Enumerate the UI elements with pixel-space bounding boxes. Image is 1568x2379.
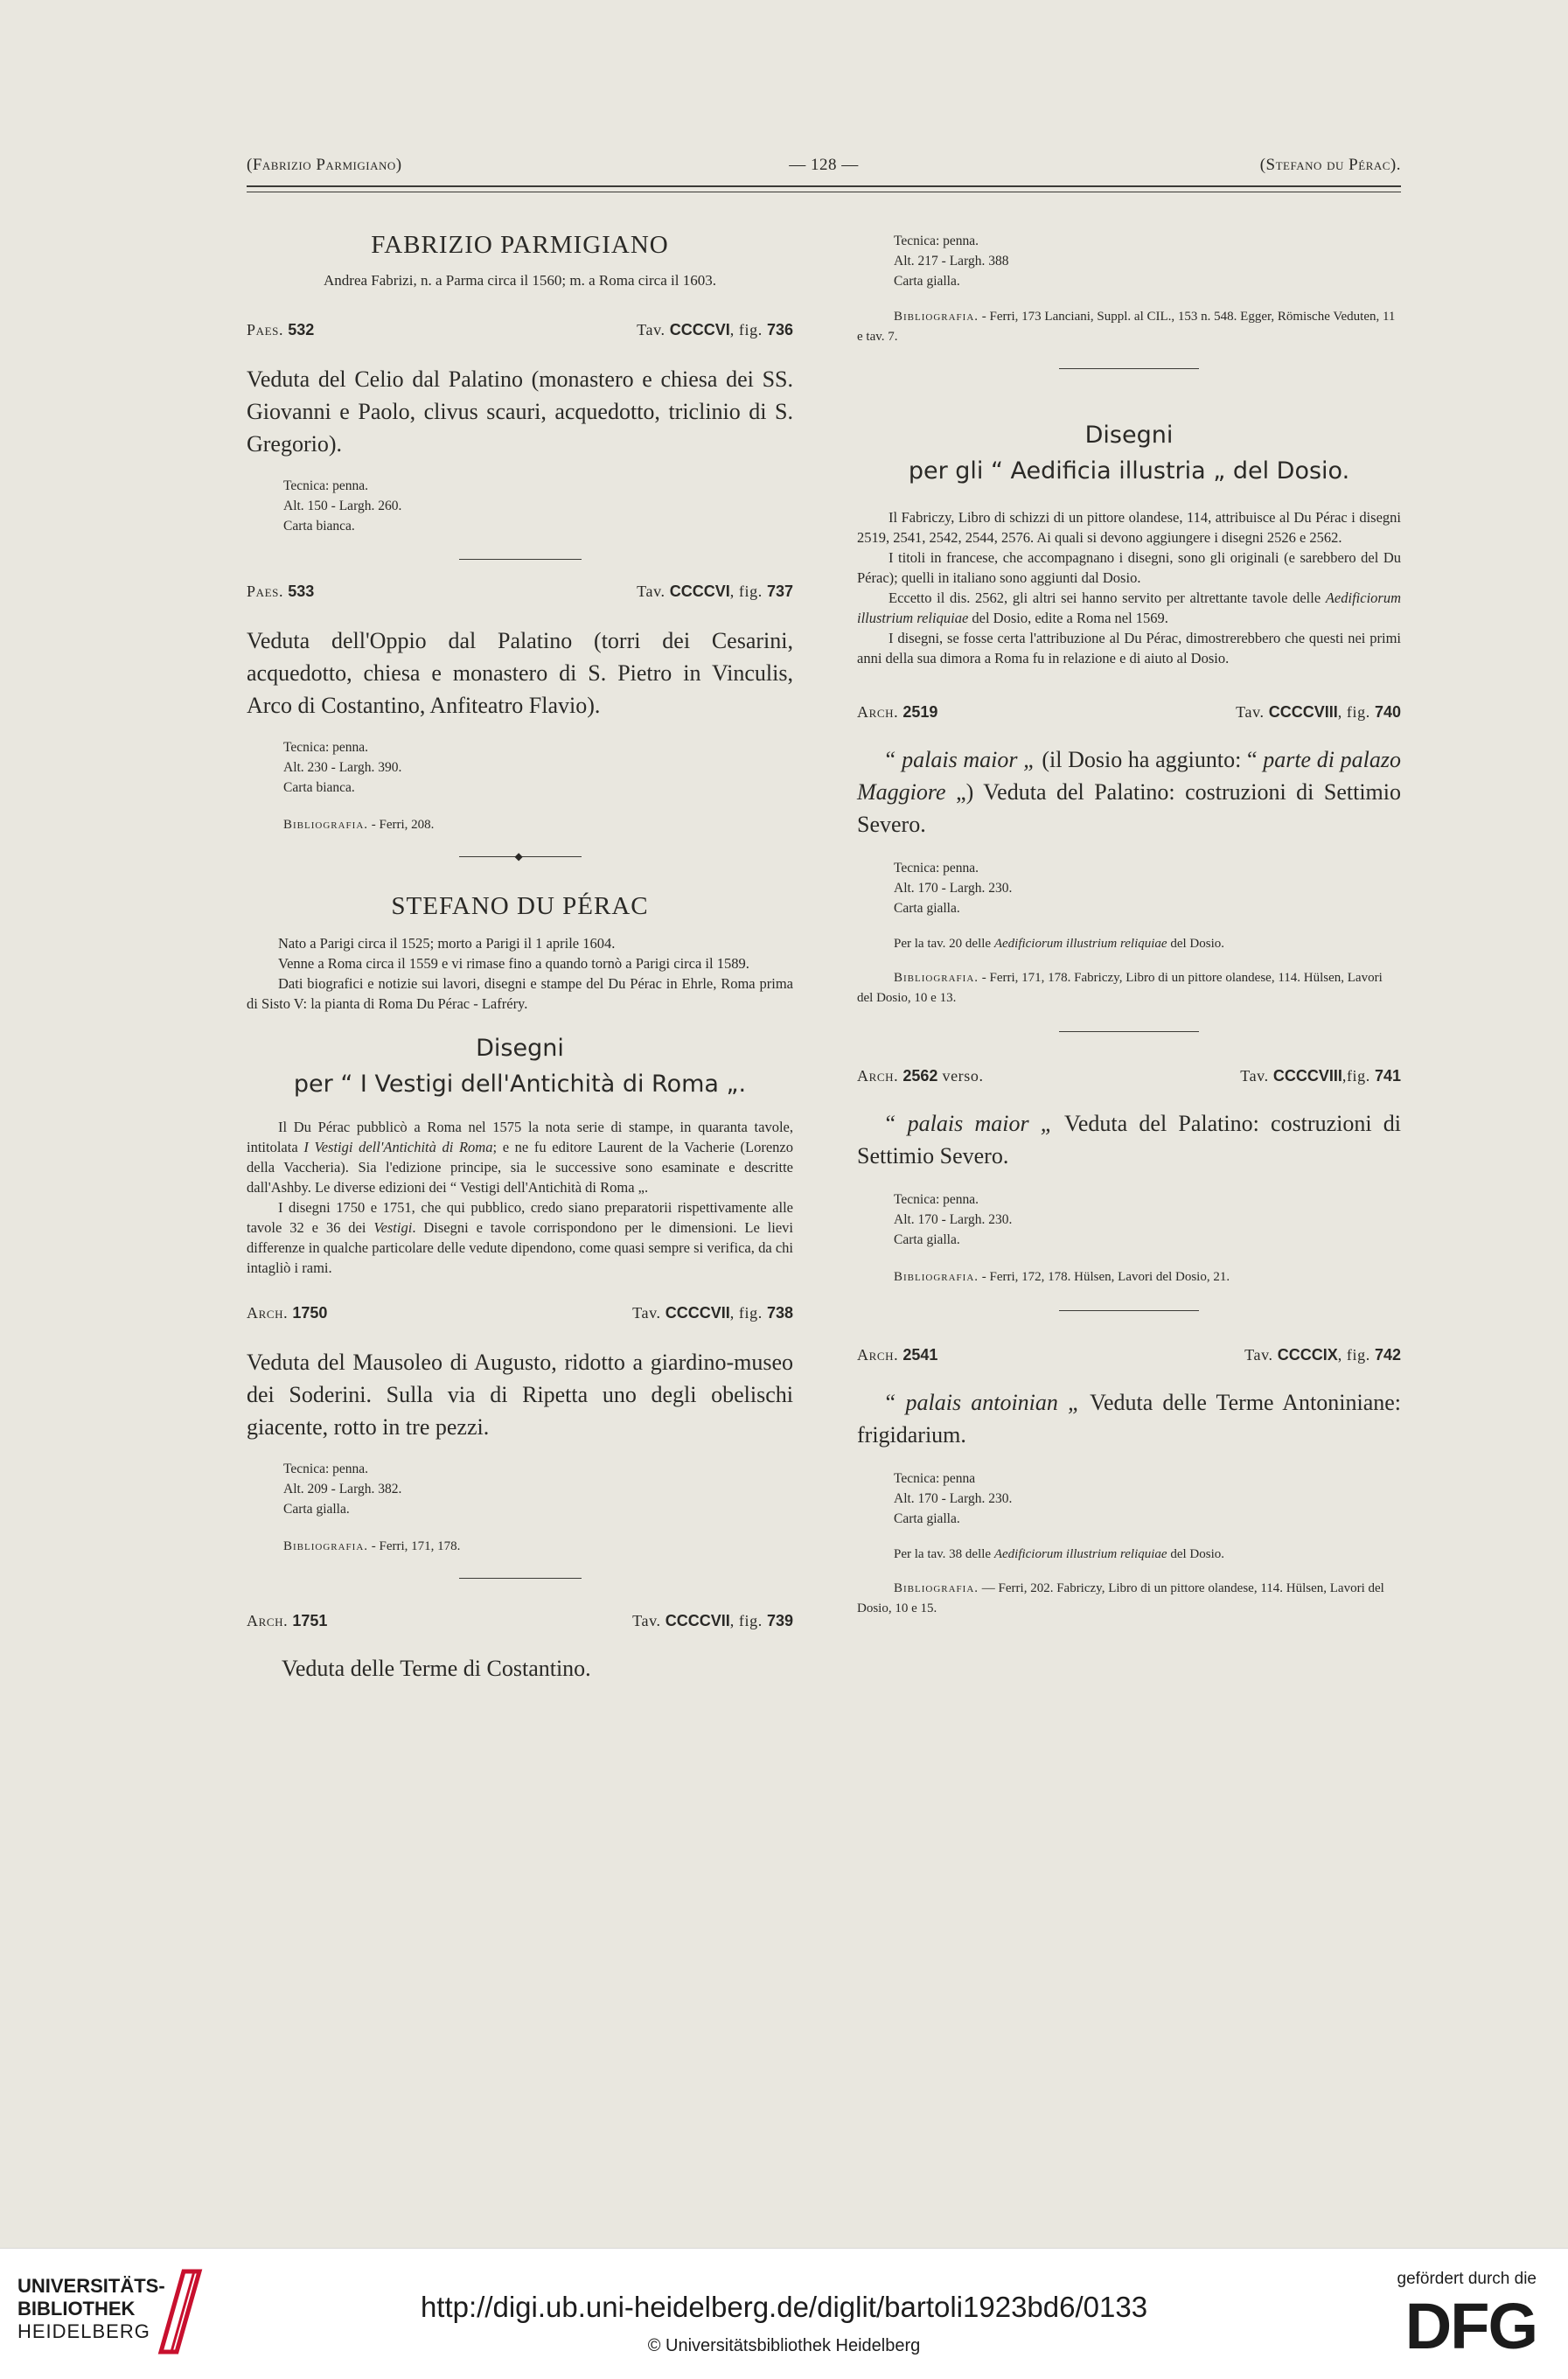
vestigi-para-1 (247, 1117, 793, 1197)
dosio-para-3 (857, 588, 1401, 628)
entry-header-738 (247, 1304, 793, 1327)
figure-number: 742 (1374, 1346, 1401, 1364)
dimensions-line: Alt. 170 - Largh. 230. (894, 1491, 1013, 1506)
entry-description-739: Veduta delle Terme di Costantino. (282, 1656, 591, 1681)
italic-title: I Vestigi dell'Antichità di Roma (303, 1139, 493, 1155)
technique-line: Tecnica: penna. (283, 478, 369, 493)
figure-number: 739 (766, 1612, 793, 1629)
technique-line: Tecnica: penna (894, 1471, 976, 1486)
paper-line: Carta gialla. (894, 1232, 960, 1247)
plate-number: CCCCIX (1277, 1346, 1338, 1364)
dimensions-line: Alt. 209 - Largh. 382. (283, 1482, 402, 1496)
tav-label: Tav. (632, 1304, 661, 1322)
entry-description-741 (857, 1107, 1401, 1172)
dosio-para-1: Il Fabriczy, Libro di schizzi di un pittore olandese, 114, attribuisce al Du Pérac i disegni 2519, 2541, 2542, 2544, 2576. Ai quali si devono aggiungere i disegni 2526 e 2562. (857, 509, 1401, 546)
technique-line: Tecnica: penna. (283, 740, 369, 755)
section-subtitle-fabrizio: Andrea Fabrizi, n. a Parma circa il 1560; m. a Roma circa il 1603. (324, 272, 716, 289)
entry-description-738: Veduta del Mausoleo di Augusto, ridotto a giardino-museo dei Soderini. Sulla via di Ripetta uno degli obelischi giacente, rotto in tre pezzi. (247, 1350, 793, 1440)
text-run: „) Veduta del Palatino: costruzioni di Settimio Severo. (857, 779, 1401, 837)
figure-number: 737 (766, 583, 793, 600)
entry-source: Arch. (857, 1067, 899, 1085)
text-run: del Dosio. (1167, 1547, 1225, 1561)
left-column (247, 210, 793, 1685)
diamond-icon: ◆ (514, 850, 523, 862)
bibliography-label: Bibliografia. (283, 818, 369, 832)
entry-number: 533 (288, 583, 315, 600)
bibliography-742 (857, 1579, 1401, 1619)
entry-source: Paes. (247, 583, 284, 600)
italic-title: Aedificiorum illustrium reliquiae (993, 937, 1167, 951)
dosio-para-4: I disegni, se fosse certa l'attribuzione al Du Pérac, dimostrerebbero che questi nei primi anni della sua dimora a Roma fu in relazione e di aiuto al Dosio. (857, 630, 1401, 666)
subheading-vestigi: per “ I Vestigi dell'Antichità di Roma „. (293, 1071, 747, 1098)
paper-line: Carta gialla. (894, 274, 960, 289)
italian-title: parte di palazo Maggiore (857, 747, 1402, 805)
technique-line: Tecnica: penna. (894, 1192, 979, 1207)
entry-header-740 (857, 703, 1401, 726)
plate-number: CCCCVIII (1268, 703, 1338, 721)
section-title-stefano: STEFANO DU PÉRAC (391, 892, 649, 920)
entry-source: Arch. (247, 1304, 289, 1322)
bibliography-740 (857, 968, 1401, 1008)
bibliography-739 (857, 307, 1401, 347)
technique-line: Tecnica: penna. (894, 861, 979, 876)
viewer-footer (0, 2248, 1568, 2379)
bibliography-text: - Ferri, 171, 178. (368, 1539, 461, 1553)
dimensions-line: Alt. 170 - Largh. 230. (894, 1212, 1013, 1227)
copyright-notice: © Universitätsbibliothek Heidelberg (647, 2336, 921, 2355)
permalink-url[interactable]: http://digi.ub.uni-heidelberg.de/diglit/bartoli1923bd6/0133 (420, 2291, 1148, 2323)
entry-number: 532 (288, 321, 315, 338)
entry-source: Arch. (857, 703, 899, 721)
logo-line: BIBLIOTHEK (17, 2298, 136, 2320)
entry-description-737: Veduta dell'Oppio dal Palatino (torri dei Cesarini, acquedotto, chiesa e monastero di S. Pietro in Vinculis, Arco di Costantino, Anfiteatro Flavio). (247, 628, 793, 718)
heading-disegni-vestigi: Disegni (476, 1035, 564, 1062)
stefano-para-2: Venne a Roma circa il 1559 e vi rimase fino a quando tornò a Parigi circa il 1589. (278, 955, 749, 972)
dimensions-line: Alt. 230 - Largh. 390. (283, 760, 402, 775)
running-head (247, 156, 1401, 182)
dimensions-line: Alt. 217 - Largh. 388 (894, 254, 1009, 269)
text-run: . Disegni e tavole corrispondono per le dimensioni. Le lievi differenze in qualche particolare delle vedute dipendono, come quasi sempre si verifica, da chi intagliò i rami. (247, 1219, 794, 1276)
vestigi-para-2 (247, 1197, 793, 1278)
dimensions-line: Alt. 170 - Largh. 230. (894, 881, 1013, 896)
bibliography-label: Bibliografia. (283, 1539, 369, 1553)
entry-number: 1750 (292, 1304, 328, 1322)
entry-header-737 (247, 583, 793, 605)
section-title-fabrizio: FABRIZIO PARMIGIANO (371, 231, 669, 259)
text-run: (il Dosio ha aggiunto: “ (1035, 747, 1264, 772)
entry-description-736: Veduta del Celio dal Palatino (monastero e chiesa dei SS. Giovanni e Paolo, clivus scauri, acquedotto, triclinio di S. Gregorio). (247, 366, 793, 457)
paper-line: Carta bianca. (283, 519, 355, 534)
figure-number: 740 (1374, 703, 1401, 721)
plate-note-742 (894, 1545, 1401, 1565)
tav-label: Tav. (1240, 1067, 1269, 1085)
entry-header-736 (247, 321, 793, 344)
tav-label: Tav. (637, 583, 666, 600)
entry-header-741 (857, 1067, 1401, 1090)
bibliography-text: - Ferri, 172, 178. Hülsen, Lavori del Dosio, 21. (979, 1270, 1230, 1284)
fig-label: , fig. (729, 1612, 763, 1629)
fig-label: , fig. (729, 1304, 763, 1322)
paper-line: Carta gialla. (283, 1502, 350, 1517)
text-run: Veduta del Palatino: costruzioni di Settimio Severo. (857, 1111, 1401, 1169)
technique-line: Tecnica: penna. (283, 1462, 369, 1476)
stefano-para-3: Dati biografici e notizie sui lavori, disegni e stampe del Du Pérac in Ehrle, Roma prima di Sisto V: la pianta di Roma Du Pérac - Lafréry. (247, 975, 793, 1012)
tav-label: Tav. (1236, 703, 1265, 721)
entry-suffix: verso. (937, 1067, 984, 1085)
text-run: Eccetto il dis. 2562, gli altri sei hanno servito per altrettante tavole delle (889, 590, 1326, 606)
italic-title: Aedificiorum illustrium reliquiae (993, 1547, 1167, 1561)
header-rule (247, 185, 1401, 192)
italic-title: Aedificiorum illustrium reliquiae (857, 590, 1401, 626)
french-title: “ palais maior „ (883, 1111, 1054, 1136)
plate-number: CCCCVI (669, 583, 730, 600)
tav-label: Tav. (1244, 1346, 1273, 1364)
logo-line: UNIVERSITÄTS- (17, 2275, 165, 2297)
text-run: Per la tav. 20 delle (894, 937, 994, 951)
figure-number: 741 (1374, 1067, 1401, 1085)
bibliography-741 (857, 1267, 1401, 1287)
entry-number: 2519 (902, 703, 938, 721)
text-run: Veduta delle Terme Antoniniane: frigidarium. (857, 1390, 1402, 1448)
bibliography-label: Bibliografia. (894, 971, 979, 985)
entry-source: Arch. (857, 1346, 899, 1364)
fig-label: ,fig. (1342, 1067, 1370, 1085)
bibliography-738 (247, 1537, 793, 1557)
heading-disegni-dosio: Disegni (1084, 422, 1174, 449)
plate-number: CCCCVIII (1272, 1067, 1342, 1085)
dimensions-line: Alt. 150 - Largh. 260. (283, 499, 402, 513)
french-title: “ palais maior „ (883, 747, 1036, 772)
text-run: del Dosio. (1167, 937, 1225, 951)
funding-label: gefördert durch die (1397, 2270, 1537, 2288)
bibliography-label: Bibliografia. (894, 1581, 979, 1595)
entry-description-742 (857, 1386, 1401, 1451)
fig-label: , fig. (1337, 1346, 1370, 1364)
page-number: — 128 — (789, 156, 859, 174)
text-run: del Dosio, edite a Roma nel 1569. (968, 610, 1168, 626)
plate-number: CCCCVI (669, 321, 730, 338)
dosio-para-2: I titoli in francese, che accompagnano i disegni, sono gli originali (e sarebbero del Du Pérac); quelli in italiano sono aggiunti dal Dosio. (857, 549, 1401, 586)
dfg-logo[interactable]: DFG (1404, 2290, 1537, 2362)
plate-note-740 (894, 934, 1401, 954)
bibliography-text: - Ferri, 171, 178. Fabriczy, Libro di un pittore olandese, 114. Hülsen, Lavori del Dosio, 10 e 13. (857, 971, 1383, 1005)
bibliography-label: Bibliografia. (894, 310, 979, 324)
french-title: “ palais antoinian „ (883, 1390, 1081, 1415)
paper-line: Carta bianca. (283, 780, 355, 795)
running-head-left: (Fabrizio Parmigiano) (247, 156, 402, 174)
bibliography-text: - Ferri, 208. (368, 818, 435, 832)
entry-number: 2541 (902, 1346, 938, 1364)
entry-source: Arch. (247, 1612, 289, 1629)
right-column (857, 210, 1401, 1619)
italic-title: Vestigi (373, 1219, 413, 1236)
bibliography-label: Bibliografia. (894, 1270, 979, 1284)
tav-label: Tav. (637, 321, 666, 338)
entry-header-739 (247, 1612, 793, 1635)
fig-label: , fig. (729, 583, 763, 600)
entry-description-740 (857, 743, 1401, 841)
plate-number: CCCCVII (665, 1612, 730, 1629)
logo-line: HEIDELBERG (17, 2320, 150, 2342)
text-run: Per la tav. 38 delle (894, 1547, 994, 1561)
text-run: ; e ne fu editore Laurent de la Vacherie (Lorenzo della Vaccheria). Sia l'edizione principe, sia le successive sono esaminate e descritte dall'Ashby. Le diverse edizioni dei “ Vestigi dell'Antichità di Roma „. (247, 1139, 793, 1196)
bibliography-737 (247, 815, 793, 835)
entry-source: Paes. (247, 321, 284, 338)
entry-number: 2562 (902, 1067, 938, 1085)
running-head-right: (Stefano du Pérac). (1259, 156, 1401, 174)
paper-line: Carta gialla. (894, 1511, 960, 1526)
ornament-rule (459, 850, 582, 862)
tav-label: Tav. (632, 1612, 661, 1629)
figure-number: 738 (766, 1304, 793, 1322)
entry-header-742 (857, 1346, 1401, 1369)
fig-label: , fig. (729, 321, 763, 338)
fig-label: , fig. (1337, 703, 1370, 721)
bibliography-text: - Ferri, 173 Lanciani, Suppl. al CIL., 153 n. 548. Egger, Römische Veduten, 11 e tav. 7. (857, 310, 1396, 344)
technique-line: Tecnica: penna. (894, 234, 979, 248)
plate-number: CCCCVII (665, 1304, 730, 1322)
bibliography-text: — Ferri, 202. Fabriczy, Libro di un pittore olandese, 114. Hülsen, Lavori del Dosio, 10 e 15. (857, 1581, 1384, 1615)
stefano-para-1: Nato a Parigi circa il 1525; morto a Parigi il 1 aprile 1604. (278, 935, 616, 952)
entry-number: 1751 (292, 1612, 328, 1629)
subheading-dosio: per gli “ Aedificia illustria „ del Dosio. (908, 457, 1350, 485)
text-run: I disegni 1750 e 1751, che qui pubblico, credo siano preparatorii rispettivamente alle tavole 32 e 36 dei (247, 1199, 793, 1236)
figure-number: 736 (766, 321, 793, 338)
paper-line: Carta gialla. (894, 901, 960, 916)
text-run: Il Du Pérac pubblicò a Roma nel 1575 la nota serie di stampe, in quaranta tavole, intitolata (247, 1119, 793, 1155)
